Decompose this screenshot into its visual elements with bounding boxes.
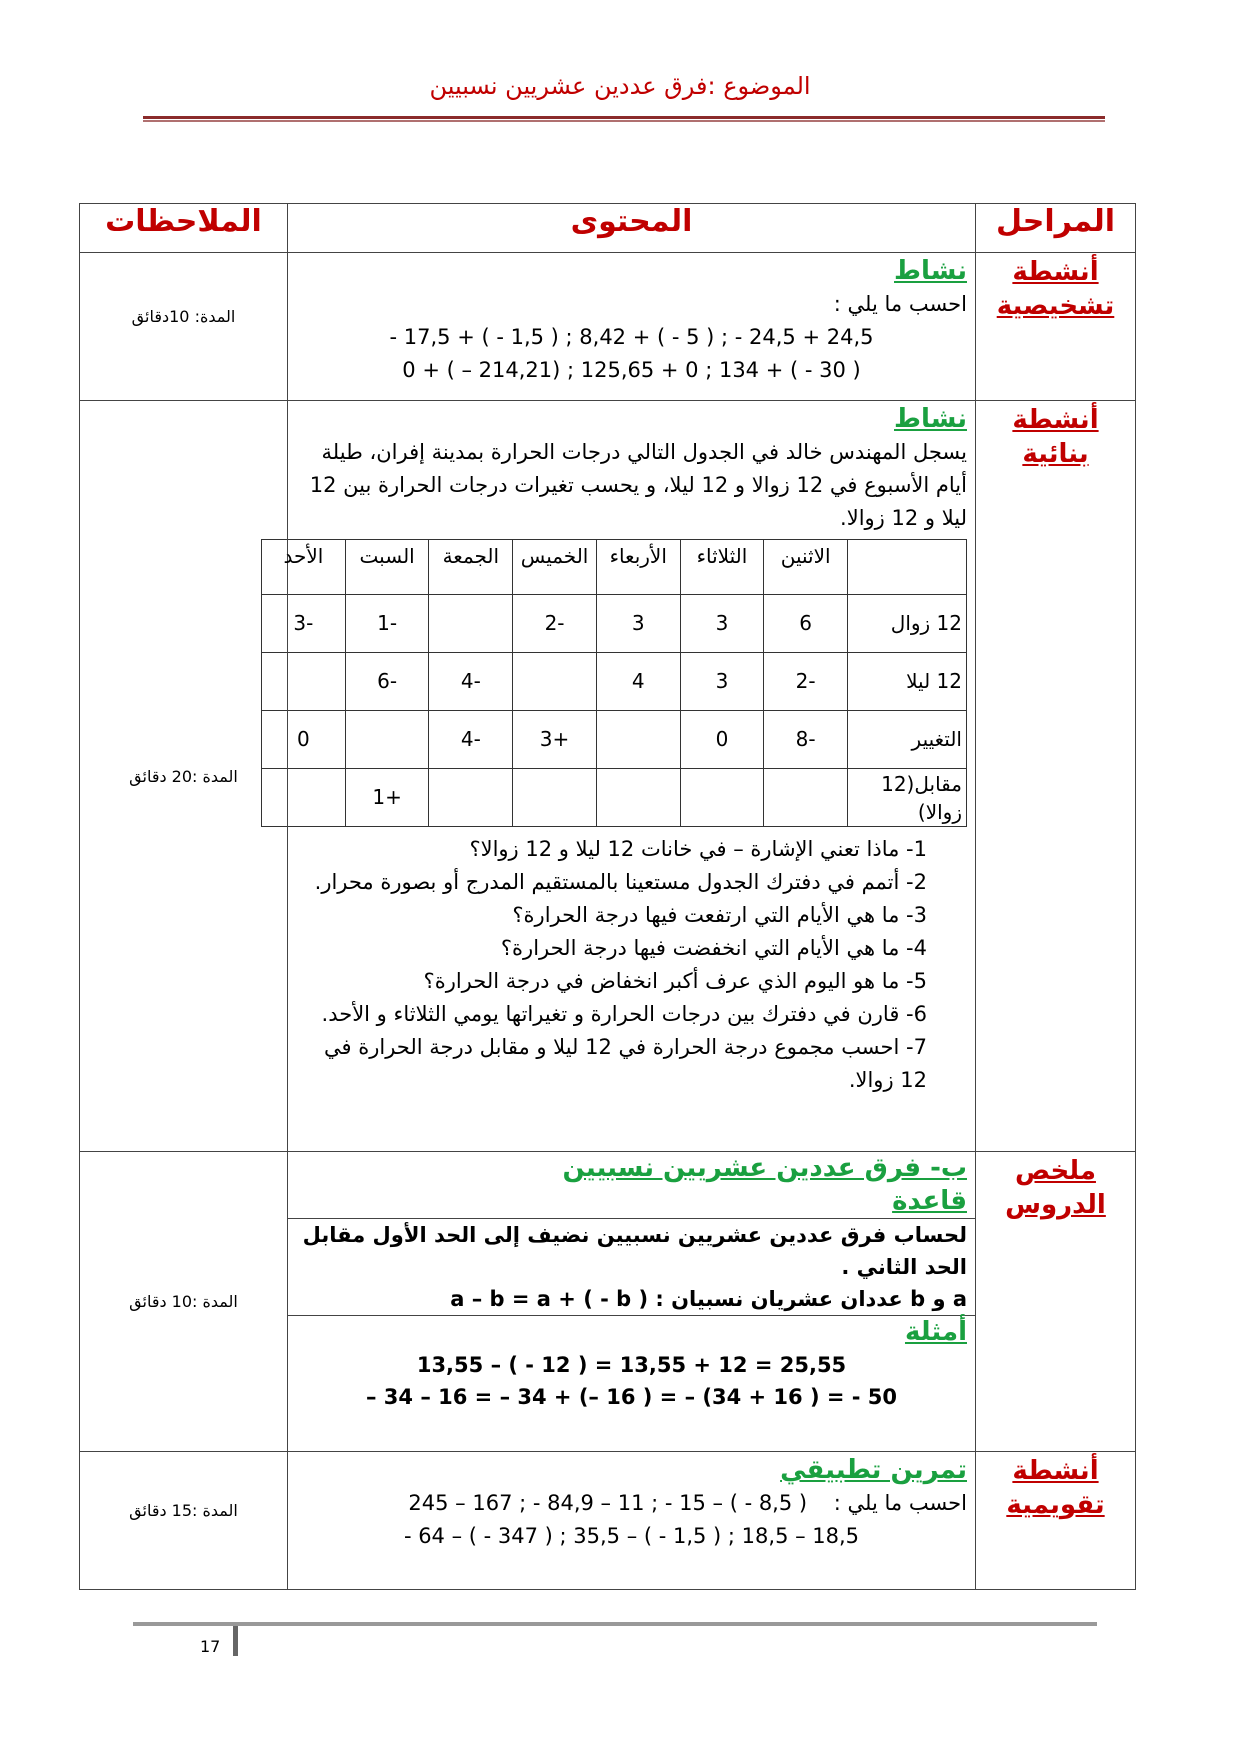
- temp-row-change: [262, 711, 967, 769]
- header-stages: المراحل: [976, 204, 1136, 253]
- rule-label: قاعدة: [892, 1186, 967, 1216]
- temp-cell: [680, 769, 764, 827]
- content-constructive: [283, 401, 976, 1152]
- lesson-heading: ب- فرق عددين عشريين نسبيين: [562, 1153, 967, 1183]
- page-number-bar: [233, 1626, 238, 1656]
- header-content: المحتوى: [288, 204, 976, 253]
- header-notes: الملاحظات: [80, 204, 288, 253]
- expression-line-1: - 17,5 + ( - 1,5 ) ; 8,42 + ( - 5 ) ; - 24,5 + 24,5: [389, 325, 874, 349]
- temp-cell: -3: [262, 595, 346, 653]
- temp-day: الأحد: [262, 540, 346, 595]
- example-2: – 34 – 16 = – 34 + (– 16 ) = – (34 + 16 ) = - 50: [365, 1385, 898, 1409]
- rule-formula-line: [296, 1283, 967, 1315]
- temp-cell: 4: [596, 653, 680, 711]
- question-item: 1- ماذا تعني الإشارة – في خانات 12 ليلا و 12 زوالا؟: [469, 837, 927, 861]
- expression-line-2: - 64 – ( - 347 ) ; 35,5 – ( - 1,5 ) ; 18,5 – 18,5: [403, 1524, 860, 1548]
- stage-summary: ملخص الدروس: [976, 1152, 1136, 1452]
- title-divider: [143, 116, 1105, 122]
- rule-text: لحساب فرق عددين عشريين نسبيين نضيف إلى الحد الأول مقابل الحد الثاني .: [302, 1223, 967, 1279]
- examples-label: أمثلة: [904, 1317, 967, 1347]
- temp-cell: 0: [680, 711, 764, 769]
- temp-day: الجمعة: [429, 540, 513, 595]
- temp-day: السبت: [345, 540, 429, 595]
- temp-row-label: مقابل(12 زوالا): [848, 769, 967, 827]
- temp-cell: [345, 711, 429, 769]
- stage-evaluation: أنشطة تقويمية: [976, 1452, 1136, 1590]
- stage-diagnostic: أنشطة تشخيصية: [976, 253, 1136, 401]
- temp-cell: 3: [680, 653, 764, 711]
- content-evaluation: [288, 1452, 976, 1590]
- activity-label: نشاط: [894, 404, 967, 434]
- content-diagnostic: [288, 253, 976, 401]
- temp-row-opposite: [262, 769, 967, 827]
- footer-divider: [133, 1622, 1097, 1626]
- page-title: الموضوع :فرق عددين عشريين نسبيين: [429, 72, 811, 100]
- activity-label: نشاط: [894, 256, 967, 286]
- temp-cell: 6: [764, 595, 848, 653]
- temp-cell: -8: [764, 711, 848, 769]
- exercise-heading: تمرين تطبيقي: [780, 1455, 967, 1485]
- temp-day: الخميس: [513, 540, 597, 595]
- temp-cell: [429, 769, 513, 827]
- temp-row-label: 12 ليلا: [848, 653, 967, 711]
- temp-cell: -2: [513, 595, 597, 653]
- temp-row-night: [262, 653, 967, 711]
- temp-cell: [513, 653, 597, 711]
- content-summary: [288, 1152, 976, 1452]
- row-evaluation: [80, 1452, 1136, 1590]
- question-item: 6- قارن في دفترك بين درجات الحرارة و تغيراتها يومي الثلاثاء و الأحد.: [321, 1002, 927, 1026]
- temp-cell: +3: [513, 711, 597, 769]
- temp-cell: [513, 769, 597, 827]
- header-row: [80, 204, 1136, 253]
- temp-cell: -1: [345, 595, 429, 653]
- duration-note: المدة :15 دقائق: [80, 1452, 288, 1590]
- temp-day: الاثنين: [764, 540, 848, 595]
- rule-formula-text: a و b عددان عشريان نسبيان :: [655, 1287, 967, 1311]
- temp-header-row: [262, 540, 967, 595]
- question-item: 4- ما هي الأيام التي انخفضت فيها درجة الحرارة؟: [500, 936, 927, 960]
- expression-line-1: 245 – 167 ; - 84,9 – 11 ; - 15 – ( - 8,5 ): [408, 1491, 808, 1515]
- question-item: 5- ما هو اليوم الذي عرف أكبر انخفاض في درجة الحرارة؟: [423, 969, 927, 993]
- question-item: 7- احسب مجموع درجة الحرارة في 12 ليلا و مقابل درجة الحرارة في 12 زوالا.: [324, 1035, 927, 1092]
- temperature-table: [261, 539, 967, 827]
- temp-cell: [429, 595, 513, 653]
- temp-day: الثلاثاء: [680, 540, 764, 595]
- temp-cell: 3: [680, 595, 764, 653]
- temp-cell: -4: [429, 653, 513, 711]
- temp-cell: -6: [345, 653, 429, 711]
- temp-cell: -4: [429, 711, 513, 769]
- duration-note: المدة: 10دقائق: [80, 253, 288, 401]
- temp-day: الأربعاء: [596, 540, 680, 595]
- duration-note: المدة :10 دقائق: [80, 1152, 288, 1452]
- temp-cell: +1: [345, 769, 429, 827]
- question-item: 3- ما هي الأيام التي ارتفعت فيها درجة الحرارة؟: [512, 903, 927, 927]
- question-item: 2- أتمم في دفترك الجدول مستعينا بالمستقيم المدرج أو بصورة محرار.: [314, 870, 927, 894]
- temp-cell: -2: [764, 653, 848, 711]
- temp-row-label: التغيير: [848, 711, 967, 769]
- temp-corner-cell: [848, 540, 967, 595]
- temp-cell: [764, 769, 848, 827]
- example-1: 13,55 – ( - 12 ) = 13,55 + 12 = 25,55: [416, 1353, 847, 1377]
- temp-cell: [596, 769, 680, 827]
- duration-note: المدة :20 دقائق: [80, 401, 288, 1152]
- temp-cell: [596, 711, 680, 769]
- activity-paragraph: يسجل المهندس خالد في الجدول التالي درجات الحرارة بمدينة إفران، طيلة أيام الأسبوع في 12 زوالا و 12 ليلا، و يحسب تغيرات درجات الحرارة بين 12 ليلا و 12 زوالا.: [309, 440, 967, 530]
- stage-constructive: أنشطة بنائية: [976, 401, 1136, 1152]
- temp-row-noon: [262, 595, 967, 653]
- rule-formula: a – b = a + ( - b ): [450, 1287, 649, 1311]
- question-list: [296, 833, 967, 1097]
- row-constructive: [80, 401, 1136, 1152]
- temp-cell: 0: [262, 711, 346, 769]
- prompt-text: احسب ما يلي :: [833, 1491, 967, 1515]
- temp-cell: 3: [596, 595, 680, 653]
- prompt-text: احسب ما يلي :: [833, 292, 967, 316]
- expression-line-2: 0 + ( – 214,21) ; 125,65 + 0 ; 134 + ( - 30 ): [402, 358, 861, 382]
- row-diagnostic: [80, 253, 1136, 401]
- page-number: 17: [200, 1637, 221, 1656]
- lesson-table: [79, 203, 1136, 1590]
- temp-row-label: 12 زوال: [848, 595, 967, 653]
- row-summary: [80, 1152, 1136, 1452]
- exercise-line-1: [296, 1487, 967, 1520]
